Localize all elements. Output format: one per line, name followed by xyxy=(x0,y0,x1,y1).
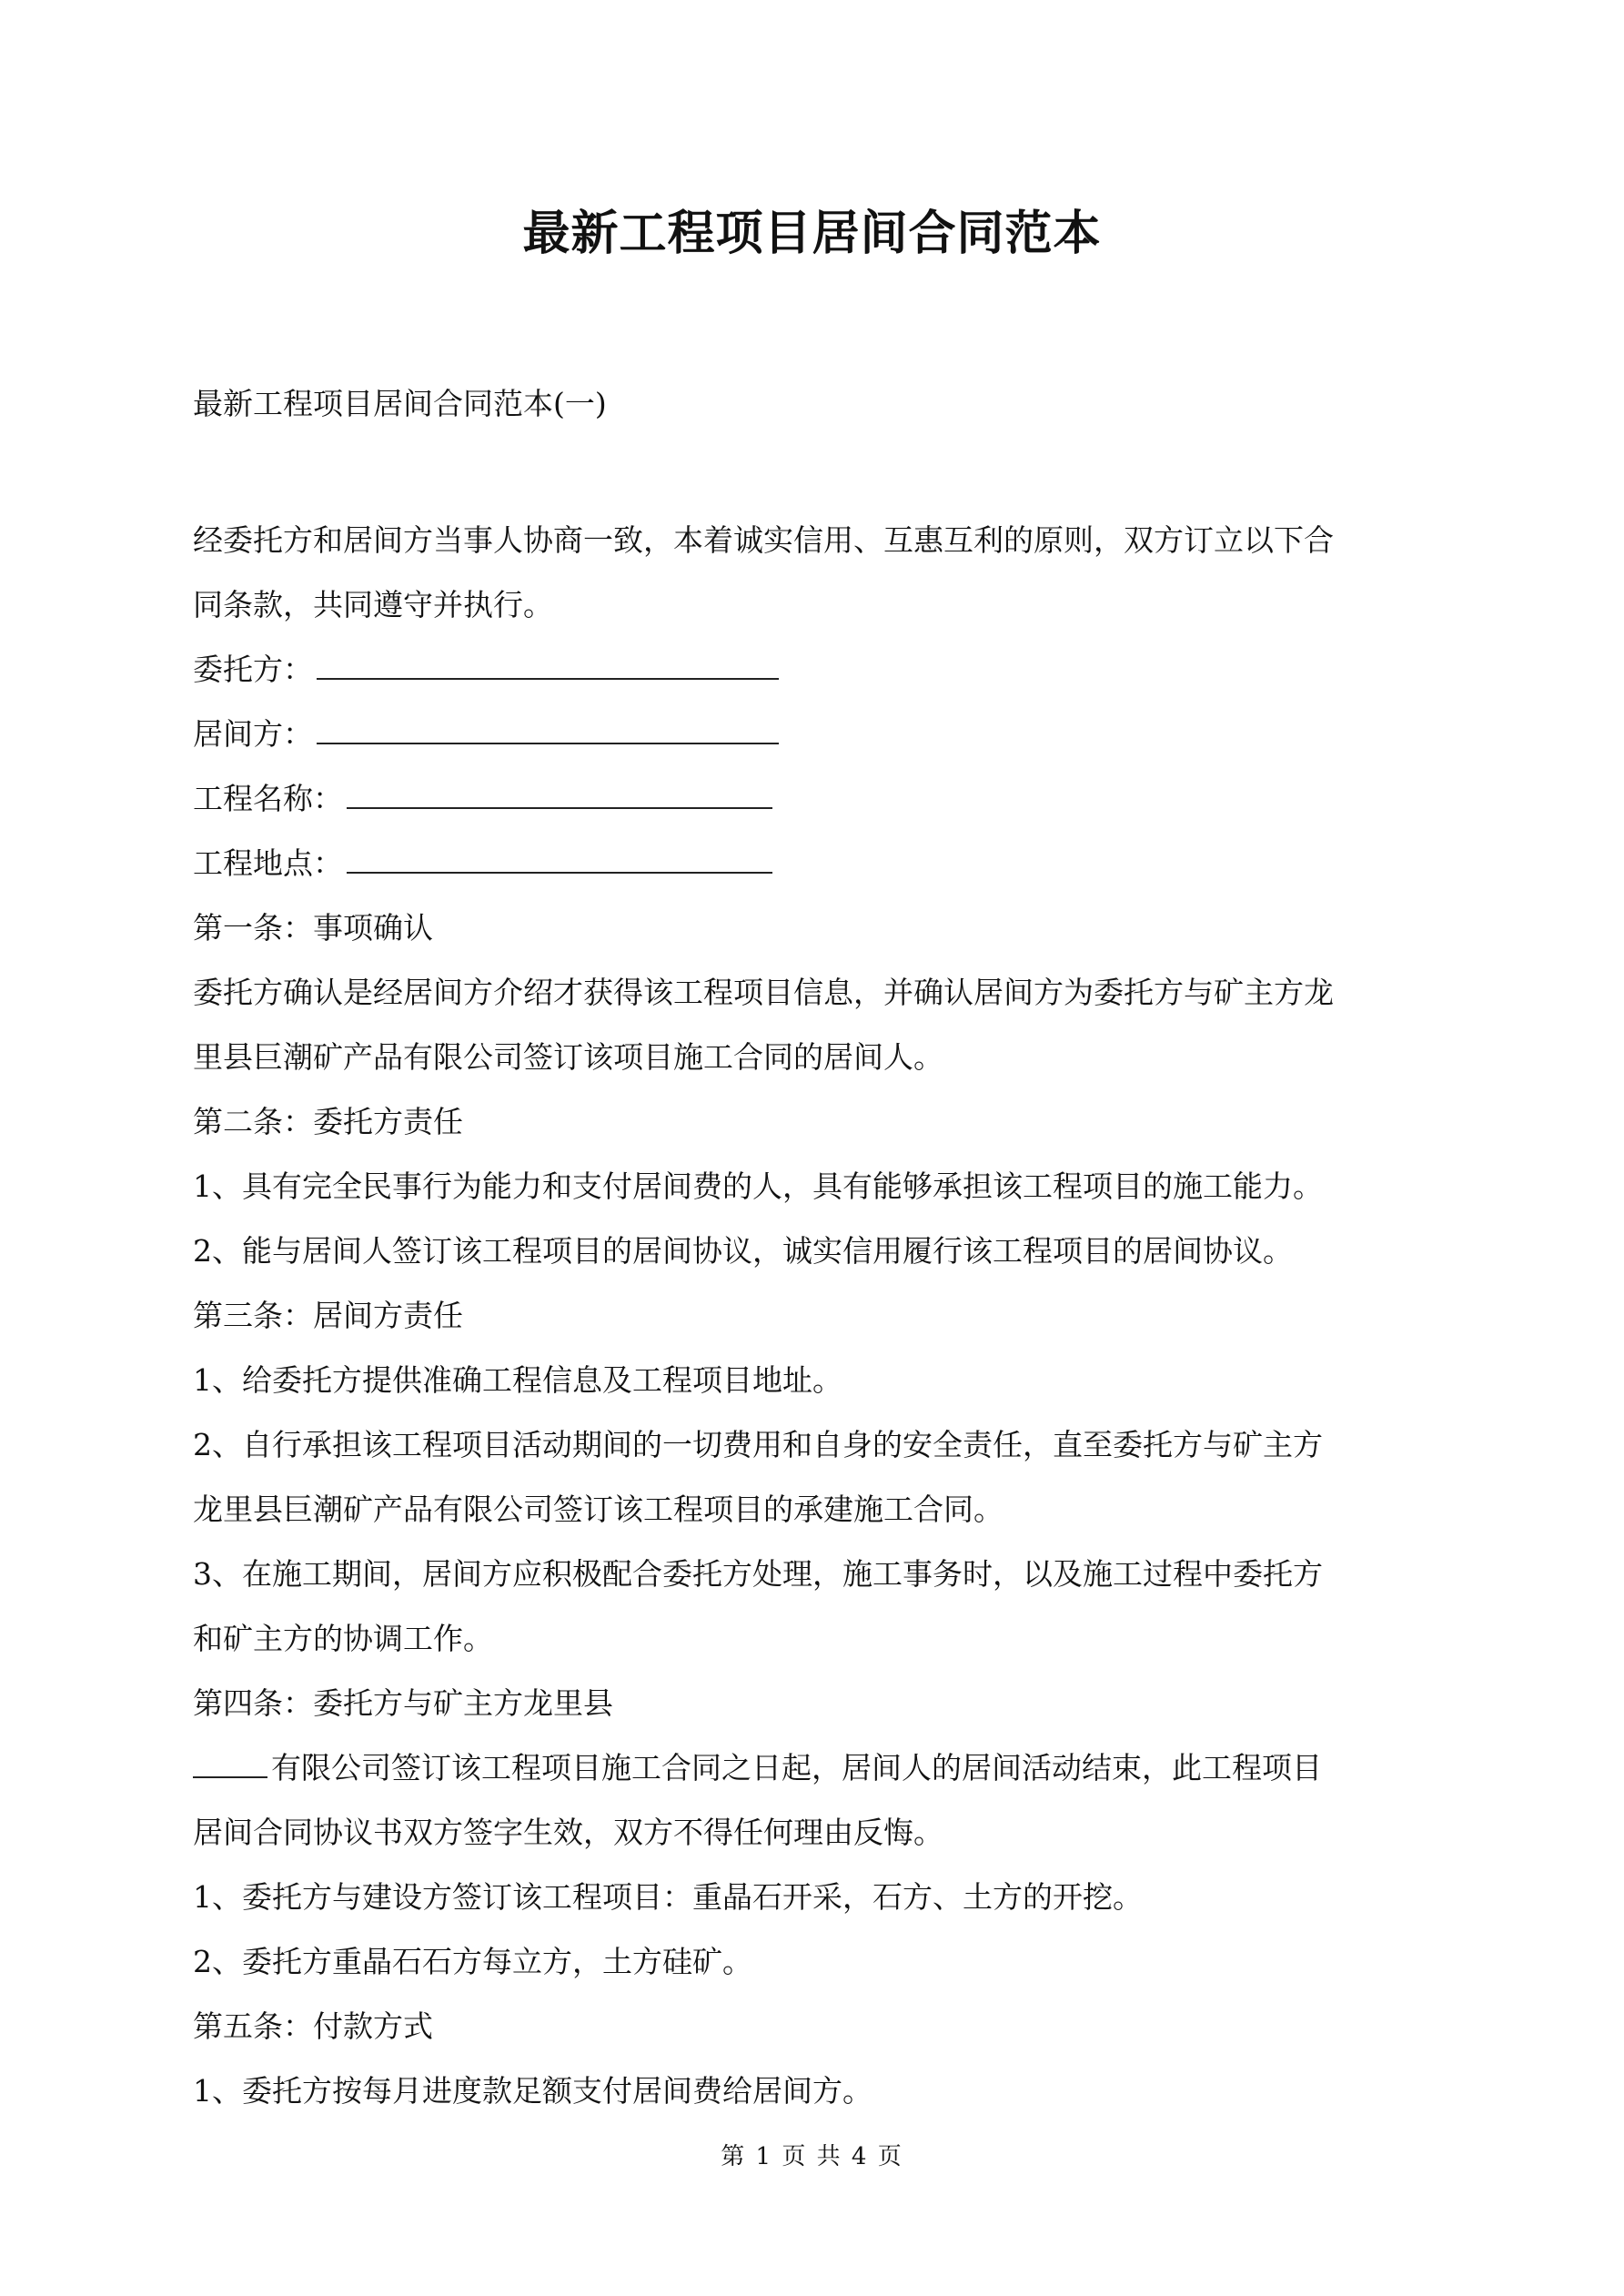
fill-in-blank xyxy=(317,638,779,680)
article5-heading: 第五条：付款方式 xyxy=(193,2008,433,2044)
article3-line-3: 龙里县巨潮矿产品有限公司签订该工程项目的承建施工合同。 xyxy=(193,1492,1004,1527)
article2-heading: 第二条：委托方责任 xyxy=(193,1104,463,1139)
article1-line-1: 委托方确认是经居间方介绍才获得该工程项目信息，并确认居间方为委托方与矿主方龙 xyxy=(193,975,1334,1010)
article1-line-2: 里县巨潮矿产品有限公司签订该项目施工合同的居间人。 xyxy=(193,1039,943,1075)
article2-line-1: 1、具有完全民事行为能力和支付居间费的人，具有能够承担该工程项目的施工能力。 xyxy=(193,1168,1323,1204)
article4-blank-line-text: 有限公司签订该工程项目施工合同之日起，居间人的居间活动结束，此工程项目 xyxy=(271,1750,1322,1785)
field-intermediary xyxy=(193,702,1441,766)
article3-line-2: 2、自行承担该工程项目活动期间的一切费用和自身的安全责任，直至委托方与矿主方 xyxy=(193,1427,1323,1462)
intro-line-2: 同条款，共同遵守并执行。 xyxy=(193,587,553,622)
field-label: 委托方： xyxy=(193,652,313,687)
field-client xyxy=(193,637,1441,702)
fill-in-blank xyxy=(317,703,779,744)
field-label: 工程地点： xyxy=(193,845,343,881)
fill-in-blank xyxy=(347,767,772,809)
field-label: 居间方： xyxy=(193,716,313,752)
document-body xyxy=(193,508,1441,2123)
article4-blank-line xyxy=(193,1735,1441,1800)
intro-line-1: 经委托方和居间方当事人协商一致，本着诚实信用、互惠互利的原则，双方订立以下合 xyxy=(193,522,1334,558)
document-title: 最新工程项目居间合同范本 xyxy=(522,206,1102,261)
article1-heading: 第一条：事项确认 xyxy=(193,910,433,946)
fill-in-blank xyxy=(347,832,772,874)
field-project-location xyxy=(193,831,1441,895)
page-footer: 第 1 页 共 4 页 xyxy=(721,2143,903,2170)
article3-heading: 第三条：居间方责任 xyxy=(193,1298,463,1333)
article4-heading: 第四条：委托方与矿主方龙里县 xyxy=(193,1685,613,1721)
field-label: 工程名称： xyxy=(193,781,343,816)
article3-line-4: 3、在施工期间，居间方应积极配合委托方处理，施工事务时，以及施工过程中委托方 xyxy=(193,1556,1323,1592)
article3-line-5: 和矿主方的协调工作。 xyxy=(193,1621,493,1656)
article2-line-2: 2、能与居间人签订该工程项目的居间协议，诚实信用履行该工程项目的居间协议。 xyxy=(193,1233,1293,1269)
fill-in-blank xyxy=(193,1736,267,1778)
article3-line-1: 1、给委托方提供准确工程信息及工程项目地址。 xyxy=(193,1362,842,1398)
document-subtitle: 最新工程项目居间合同范本(一) xyxy=(193,386,607,421)
article5-line-1: 1、委托方按每月进度款足额支付居间费给居间方。 xyxy=(193,2073,873,2109)
article4-line-2: 1、委托方与建设方签订该工程项目：重晶石开采，石方、土方的开挖。 xyxy=(193,1879,1143,1915)
article4-line-3: 2、委托方重晶石石方每立方，土方硅矿。 xyxy=(193,1944,752,1979)
field-project-name xyxy=(193,766,1441,831)
article4-line-1: 居间合同协议书双方签字生效，双方不得任何理由反悔。 xyxy=(193,1815,943,1850)
